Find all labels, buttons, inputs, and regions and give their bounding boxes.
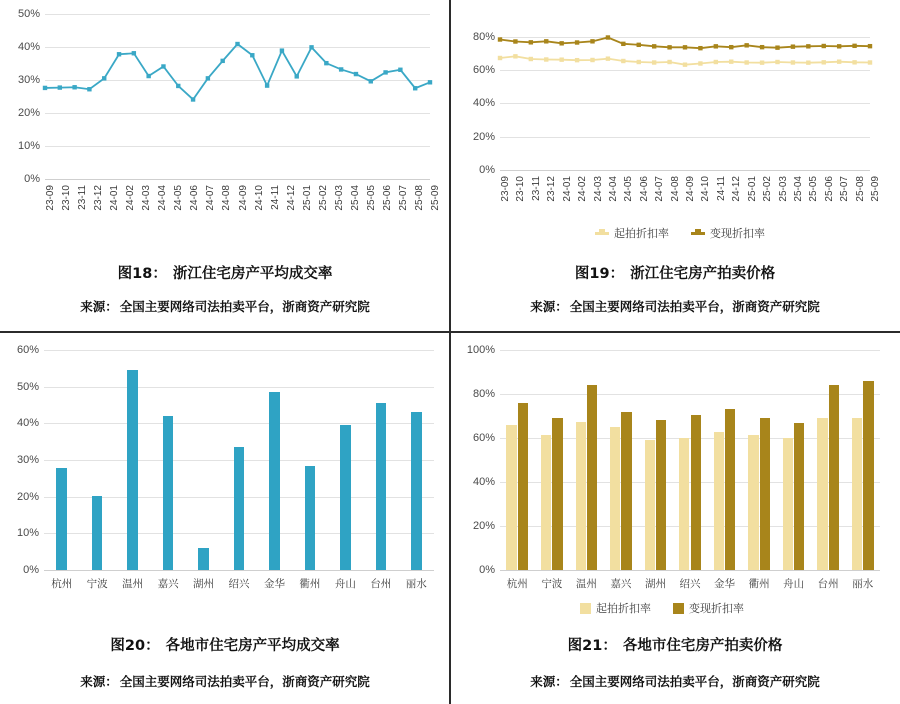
y-axis-tick-label: 20% bbox=[472, 520, 495, 532]
plot-area bbox=[17, 8, 441, 211]
bar bbox=[656, 420, 666, 570]
x-axis-tick-label: 宁波 bbox=[86, 578, 108, 590]
legend-item[interactable] bbox=[691, 225, 765, 241]
y-axis-tick-label: 50% bbox=[16, 380, 39, 393]
y-axis-tick-label: 80% bbox=[472, 388, 495, 400]
x-axis-tick-label: 金华 bbox=[714, 578, 736, 590]
bar bbox=[621, 412, 631, 570]
x-axis-tick-label: 24-10 bbox=[700, 176, 712, 202]
figure-18-number: 图18： bbox=[117, 266, 167, 282]
figure-19 bbox=[450, 0, 900, 332]
figure-21-source bbox=[450, 672, 900, 690]
x-axis-tick-label: 24-03 bbox=[141, 185, 153, 211]
legend-swatch-icon bbox=[580, 603, 591, 614]
x-axis-tick-label: 23-12 bbox=[93, 185, 105, 211]
x-axis-tick-label: 宁波 bbox=[541, 578, 563, 590]
x-axis-tick-label: 24-04 bbox=[607, 176, 619, 202]
x-axis-tick-label: 24-06 bbox=[189, 185, 201, 211]
line-series-0 bbox=[45, 14, 430, 179]
bar bbox=[376, 403, 387, 570]
x-axis-tick-label: 25-02 bbox=[317, 185, 329, 211]
plot-area bbox=[472, 20, 881, 202]
bar bbox=[163, 416, 174, 570]
y-axis-tick-label: 10% bbox=[16, 527, 39, 540]
figure-18-title: 浙江住宅房产平均成交率 bbox=[172, 266, 333, 282]
figure-18 bbox=[0, 0, 450, 332]
x-axis-tick-label: 衢州 bbox=[299, 578, 321, 590]
legend-item[interactable] bbox=[673, 600, 744, 616]
bar bbox=[610, 427, 620, 570]
x-axis-tick-label: 25-01 bbox=[746, 176, 758, 202]
x-axis-tick-label: 23-12 bbox=[546, 176, 558, 202]
x-axis-tick-label: 24-10 bbox=[253, 185, 265, 211]
y-axis-tick-label: 20% bbox=[17, 107, 40, 119]
bar bbox=[587, 385, 597, 570]
x-axis-tick-label: 24-11 bbox=[269, 185, 281, 210]
x-axis-tick-label: 23-11 bbox=[530, 176, 542, 201]
x-axis-tick-label: 24-05 bbox=[173, 185, 185, 211]
figure-21-title: 各地市住宅房产拍卖价格 bbox=[622, 638, 783, 654]
bar bbox=[411, 412, 422, 570]
figure-20-caption bbox=[0, 634, 450, 655]
x-axis-tick-label: 绍兴 bbox=[228, 578, 250, 590]
x-axis-tick-label: 25-01 bbox=[301, 185, 313, 211]
x-axis-tick-label: 23-09 bbox=[45, 185, 56, 211]
y-axis-tick-label: 40% bbox=[472, 97, 495, 110]
figure-18-source bbox=[0, 297, 450, 315]
y-axis-tick-label: 60% bbox=[472, 64, 495, 76]
y-axis-tick-label: 0% bbox=[23, 564, 39, 576]
bar bbox=[234, 447, 245, 570]
plot-area bbox=[466, 344, 880, 590]
bar bbox=[760, 418, 770, 570]
bar bbox=[863, 381, 873, 570]
x-axis-tick-label: 温州 bbox=[575, 578, 597, 590]
figure-18-caption bbox=[0, 262, 450, 283]
x-axis-tick-label: 23-10 bbox=[61, 185, 73, 211]
x-axis-tick-label: 衢州 bbox=[748, 578, 770, 590]
figure-19-source-label: 来源： bbox=[530, 299, 568, 314]
chart-legend bbox=[580, 600, 744, 616]
chart-fig19-plot bbox=[450, 0, 900, 250]
x-axis-tick-label: 24-03 bbox=[592, 176, 604, 202]
y-axis-tick-label: 0% bbox=[479, 164, 495, 176]
y-axis-tick-label: 10% bbox=[17, 140, 40, 152]
figure-20-source-label: 来源： bbox=[80, 674, 118, 689]
legend-label: 变现折扣率 bbox=[710, 228, 765, 240]
x-axis-tick-label: 23-09 bbox=[500, 176, 511, 202]
x-axis-tick-label: 丽水 bbox=[852, 578, 874, 590]
x-axis-tick-label: 24-07 bbox=[205, 185, 217, 211]
figure-19-title: 浙江住宅房产拍卖价格 bbox=[630, 266, 776, 282]
x-axis-tick-label: 24-07 bbox=[654, 176, 666, 202]
plot-area bbox=[16, 344, 434, 590]
x-axis-tick-label: 杭州 bbox=[51, 578, 73, 590]
bar bbox=[340, 425, 351, 570]
y-axis-tick-label: 40% bbox=[472, 476, 495, 488]
legend-label: 变现折扣率 bbox=[689, 603, 744, 615]
bar bbox=[198, 548, 209, 570]
y-axis-tick-label: 30% bbox=[17, 74, 40, 86]
x-axis-tick-label: 25-09 bbox=[870, 176, 881, 202]
legend-swatch-icon bbox=[673, 603, 684, 614]
chart-fig21-plot bbox=[450, 332, 900, 615]
figure-20-title: 各地市住宅房产平均成交率 bbox=[165, 638, 340, 654]
gridline bbox=[44, 570, 434, 571]
figure-18-source-text: 全国主要网络司法拍卖平台，浙商资产研究院 bbox=[119, 299, 370, 314]
x-axis-tick-label: 24-05 bbox=[623, 176, 635, 202]
x-axis-tick-label: 台州 bbox=[370, 578, 392, 590]
x-axis-tick-label: 24-12 bbox=[731, 176, 743, 202]
bar bbox=[305, 466, 316, 570]
figure-21-caption bbox=[450, 634, 900, 655]
gridline bbox=[45, 179, 430, 180]
x-axis-tick-label: 24-11 bbox=[715, 176, 727, 201]
x-axis-tick-label: 舟山 bbox=[334, 578, 356, 590]
x-axis-tick-label: 金华 bbox=[263, 578, 285, 590]
x-axis-tick-label: 24-02 bbox=[577, 176, 589, 202]
y-axis-tick-label: 40% bbox=[16, 417, 39, 430]
x-axis-tick-label: 24-01 bbox=[561, 176, 573, 202]
bar bbox=[552, 418, 562, 570]
gridline bbox=[44, 387, 434, 388]
bar bbox=[691, 415, 701, 570]
x-axis-tick-label: 24-12 bbox=[285, 185, 297, 211]
figure-21-source-text: 全国主要网络司法拍卖平台，浙商资产研究院 bbox=[569, 674, 820, 689]
x-axis-tick-label: 25-05 bbox=[365, 185, 377, 211]
figure-19-source-text: 全国主要网络司法拍卖平台，浙商资产研究院 bbox=[569, 299, 820, 314]
figure-20-source bbox=[0, 672, 450, 690]
x-axis-tick-label: 24-08 bbox=[221, 185, 233, 211]
x-axis-tick-label: 25-06 bbox=[823, 176, 835, 202]
bar bbox=[576, 422, 586, 571]
figure-19-caption bbox=[450, 262, 900, 283]
gridline bbox=[44, 350, 434, 351]
y-axis-tick-label: 100% bbox=[466, 344, 495, 356]
gridline bbox=[500, 170, 870, 171]
y-axis-tick-label: 20% bbox=[16, 490, 39, 503]
x-axis-tick-label: 25-09 bbox=[430, 185, 441, 211]
x-axis-tick-label: 嘉兴 bbox=[157, 578, 179, 590]
x-axis-tick-label: 24-01 bbox=[109, 185, 121, 211]
x-axis-tick-label: 25-03 bbox=[777, 176, 789, 202]
x-axis-tick-label: 24-09 bbox=[685, 176, 696, 202]
x-axis-tick-label: 绍兴 bbox=[679, 578, 701, 590]
bar bbox=[714, 432, 724, 570]
x-axis-tick-label: 25-03 bbox=[333, 185, 345, 211]
figure-20-source-text: 全国主要网络司法拍卖平台，浙商资产研究院 bbox=[119, 674, 370, 689]
bar bbox=[127, 370, 138, 570]
x-axis-tick-label: 舟山 bbox=[783, 578, 805, 590]
figure-21-number: 图21： bbox=[567, 638, 617, 654]
legend-swatch-icon bbox=[595, 232, 609, 235]
bar bbox=[829, 385, 839, 570]
bar bbox=[852, 418, 862, 570]
y-axis-tick-label: 60% bbox=[16, 344, 39, 356]
x-axis-tick-label: 丽水 bbox=[405, 578, 427, 590]
x-axis-tick-label: 25-08 bbox=[854, 176, 866, 202]
bar bbox=[725, 409, 735, 570]
x-axis-tick-label: 25-05 bbox=[808, 176, 820, 202]
legend-label: 起拍折扣率 bbox=[596, 603, 651, 615]
figure-21 bbox=[450, 332, 900, 704]
x-axis-tick-label: 24-06 bbox=[638, 176, 650, 202]
y-axis-tick-label: 60% bbox=[472, 432, 495, 444]
gridline bbox=[500, 570, 880, 571]
x-axis-tick-label: 湖州 bbox=[644, 578, 666, 590]
x-axis-tick-label: 温州 bbox=[122, 578, 144, 590]
x-axis-tick-label: 25-04 bbox=[792, 176, 804, 202]
bar bbox=[794, 423, 804, 570]
x-axis-tick-label: 24-02 bbox=[125, 185, 137, 211]
x-axis-tick-label: 台州 bbox=[817, 578, 839, 590]
chart-fig18-plot bbox=[0, 0, 450, 240]
gridline bbox=[500, 350, 880, 351]
bar bbox=[269, 392, 280, 570]
x-axis-tick-label: 24-08 bbox=[669, 176, 681, 202]
line-series-1 bbox=[500, 20, 870, 170]
x-axis-tick-label: 25-02 bbox=[762, 176, 774, 202]
bar bbox=[645, 440, 655, 570]
figure-21-source-label: 来源： bbox=[530, 674, 568, 689]
bar bbox=[92, 496, 103, 570]
legend-item[interactable] bbox=[580, 600, 651, 616]
x-axis-tick-label: 嘉兴 bbox=[610, 578, 632, 590]
y-axis-tick-label: 20% bbox=[472, 130, 495, 143]
legend-item[interactable] bbox=[595, 225, 669, 241]
bar bbox=[817, 418, 827, 570]
y-axis-tick-label: 0% bbox=[24, 173, 40, 185]
figure-18-source-label: 来源： bbox=[80, 299, 118, 314]
x-axis-tick-label: 24-04 bbox=[157, 185, 169, 211]
x-axis-tick-label: 杭州 bbox=[506, 578, 528, 590]
x-axis-tick-label: 湖州 bbox=[193, 578, 215, 590]
y-axis-tick-label: 50% bbox=[17, 8, 40, 20]
chart-fig20-plot bbox=[0, 332, 450, 612]
bar bbox=[541, 435, 551, 570]
figure-20 bbox=[0, 332, 450, 704]
legend-label: 起拍折扣率 bbox=[614, 228, 669, 240]
y-axis-tick-label: 40% bbox=[17, 41, 40, 53]
x-axis-tick-label: 24-09 bbox=[237, 185, 249, 211]
x-axis-tick-label: 25-07 bbox=[397, 185, 409, 211]
x-axis-tick-label: 25-08 bbox=[413, 185, 425, 211]
bar bbox=[506, 425, 516, 570]
x-axis-tick-label: 23-11 bbox=[77, 185, 89, 210]
y-axis-tick-label: 80% bbox=[472, 30, 495, 43]
figure-19-number: 图19： bbox=[574, 266, 625, 282]
x-axis-tick-label: 25-04 bbox=[349, 185, 361, 211]
figure-20-number: 图20： bbox=[110, 638, 160, 654]
chart-legend bbox=[595, 225, 765, 241]
y-axis-tick-label: 0% bbox=[479, 564, 495, 576]
gridline bbox=[500, 394, 880, 395]
x-axis-tick-label: 25-07 bbox=[839, 176, 851, 202]
legend-swatch-icon bbox=[691, 232, 705, 235]
x-axis-tick-label: 23-10 bbox=[515, 176, 527, 202]
bar bbox=[679, 438, 689, 570]
y-axis-tick-label: 30% bbox=[16, 454, 39, 466]
bar bbox=[518, 403, 528, 570]
figure-19-source bbox=[450, 297, 900, 315]
bar bbox=[748, 435, 758, 570]
x-axis-tick-label: 25-06 bbox=[381, 185, 393, 211]
bar bbox=[783, 438, 793, 570]
bar bbox=[56, 468, 67, 570]
